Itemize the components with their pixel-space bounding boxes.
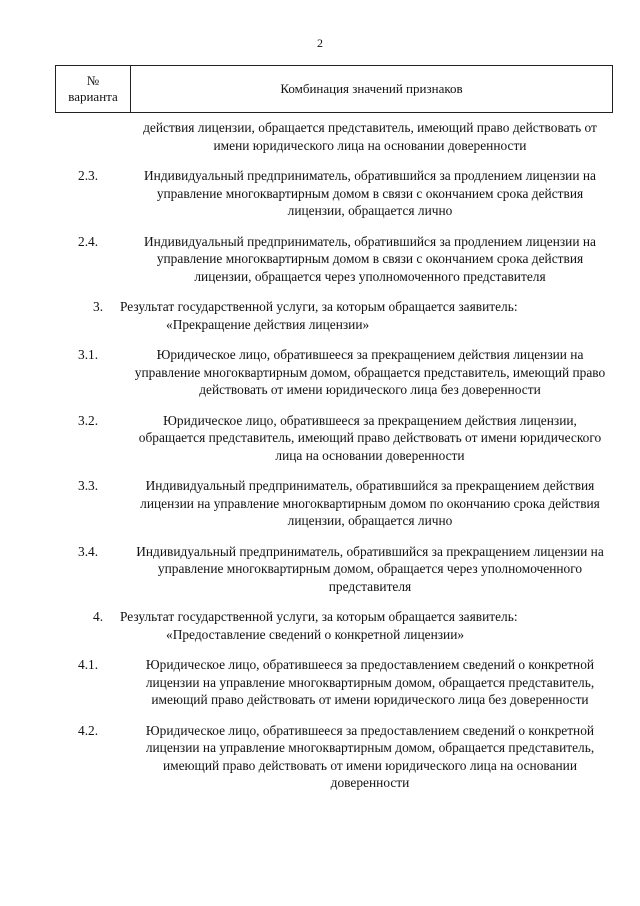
variant-row	[0, 412, 640, 465]
variant-number: 2.3.	[78, 168, 99, 183]
variant-text: Индивидуальный предприниматель, обратившийся за прекращением действия лицензии на управление многоквартирным домом по окончанию срока действия лицензии, обращается лично	[140, 478, 600, 528]
section-number: 3.	[93, 299, 104, 314]
header-combination: Комбинация значений признаков	[280, 81, 463, 96]
variant-row	[0, 656, 640, 709]
page-number: 2	[317, 36, 323, 50]
section-title-line2: «Прекращение действия лицензии»	[166, 316, 370, 332]
variant-row	[0, 722, 640, 792]
variant-row	[0, 233, 640, 286]
variant-row	[0, 167, 640, 220]
variant-row	[0, 346, 640, 399]
variant-row	[0, 477, 640, 530]
variant-number: 3.3.	[78, 478, 99, 493]
variant-text: Индивидуальный предприниматель, обратившийся за продлением лицензии на управление многоквартирным домом в связи с окончанием срока действия лицензии, обращается через уполномоченного представителя	[144, 233, 596, 284]
variant-number: 3.2.	[78, 412, 99, 428]
section-heading-3	[0, 298, 640, 333]
variant-text: Юридическое лицо, обратившееся за предоставлением сведений о конкретной лицензии на управление многоквартирным домом, обращается представитель, имеющий право действовать от имени юридического лица без доверенности	[145, 657, 595, 707]
variant-text: Юридическое лицо, обратившееся за предоставлением сведений о конкретной лицензии на управление многоквартирным домом, обращается представитель, имеющий право действовать от имени юридического лица на основании доверенности	[145, 722, 595, 790]
variants-list	[0, 119, 640, 805]
section-title-line2: «Предоставление сведений о конкретной лицензии»	[166, 626, 465, 642]
variant-text: Индивидуальный предприниматель, обратившийся за продлением лицензии на управление многоквартирным домом в связи с окончанием срока действия лицензии, обращается лично	[144, 168, 596, 218]
header-variant-number-line2: варианта	[68, 89, 118, 104]
variant-number: 3.4.	[78, 543, 99, 559]
variant-text: Индивидуальный предприниматель, обратившийся за прекращением лицензии на управление многоквартирным домом, обращается через уполномоченного представителя	[136, 543, 604, 594]
variant-row	[0, 543, 640, 596]
variant-text: Юридическое лицо, обратившееся за прекращением действия лицензии, обращается представитель, имеющий право действовать от имени юридического лица на основании доверенности	[138, 412, 602, 463]
variant-number: 4.2.	[78, 722, 99, 738]
section-title-line1: Результат государственной услуги, за которым обращается заявитель:	[120, 299, 518, 314]
header-variant-number-line1: №	[86, 73, 100, 88]
section-title-line1: Результат государственной услуги, за которым обращается заявитель:	[120, 609, 518, 624]
continuation-text: действия лицензии, обращается представитель, имеющий право действовать от имени юридического лица на основании доверенности	[143, 120, 597, 153]
variant-number: 3.1.	[78, 347, 99, 362]
variant-number: 2.4.	[78, 233, 99, 249]
section-number: 4.	[93, 609, 104, 624]
table-header	[55, 65, 613, 113]
variant-number: 4.1.	[78, 657, 99, 672]
variant-text: Юридическое лицо, обратившееся за прекращением действия лицензии на управление многоквартирным домом, обращается представитель, имеющий право действовать от имени юридического лица без доверенности	[134, 347, 606, 397]
header-variant-number	[56, 66, 131, 112]
section-heading-4	[0, 608, 640, 643]
